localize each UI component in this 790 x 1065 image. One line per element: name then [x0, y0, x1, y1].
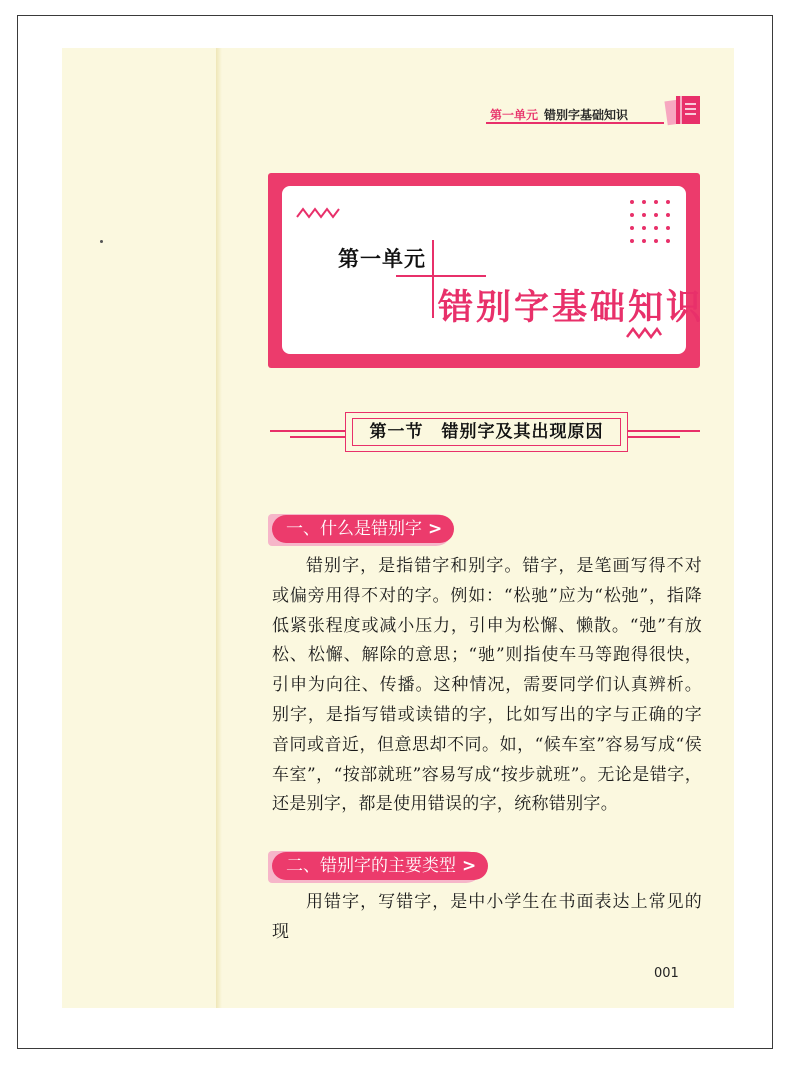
page-number: 001 — [654, 966, 679, 981]
running-header — [490, 106, 628, 123]
chevron-right-icon: > — [428, 519, 443, 539]
subsection-heading — [272, 852, 488, 880]
body-paragraph: 用错字，写错字，是中小学生在书面表达上常见的现 — [272, 892, 702, 942]
section-rule-left-2 — [290, 436, 345, 438]
section-rule-right-2 — [628, 436, 680, 438]
section-rule-right — [628, 430, 700, 432]
unit-label: 第一单元 — [338, 247, 426, 271]
page-gutter — [216, 48, 222, 1008]
subsection-heading-text: 一、什么是错别字 — [286, 519, 422, 539]
running-header-rule — [486, 122, 664, 124]
running-header-title: 错别字基础知识 — [544, 108, 629, 122]
dot-grid-icon — [628, 198, 672, 246]
subsection-heading-text: 二、错别字的主要类型 — [286, 856, 456, 876]
notebook-icon — [664, 92, 704, 126]
subsection-heading — [272, 515, 454, 543]
section-rule-left — [270, 430, 345, 432]
zigzag-icon — [296, 206, 342, 220]
unit-title: 错别字基础知识 — [438, 287, 705, 328]
section-heading: 第一节 错别字及其出现原因 — [369, 422, 604, 442]
running-header-unit: 第一单元 — [490, 108, 539, 122]
banner-cross-line — [432, 240, 434, 318]
body-paragraph: 错别字，是指错字和别字。错字，是笔画写得不对或偏旁用得不对的字。例如：“松驰”应为“松弛”，指降低紧张程度或减小压力，引申为松懈、懒散。“弛”有放松、松懈、解除的意思；“驰”则指使车马等跑得很快，引申为向往、传播。这种情况，需要同学们认真辨析。别字，是指写错或读错的字，比如写出的字与正确的字音同或音近，但意思却不同。如，“候车室”容易写成“侯车室”，“按部就班”容易写成“按步就班”。无论是错字，还是别字，都是使用错误的字，统称错别字。 — [272, 556, 702, 815]
scan-speck — [100, 240, 103, 243]
chevron-right-icon: > — [462, 856, 477, 876]
banner-cross-line — [396, 275, 486, 277]
